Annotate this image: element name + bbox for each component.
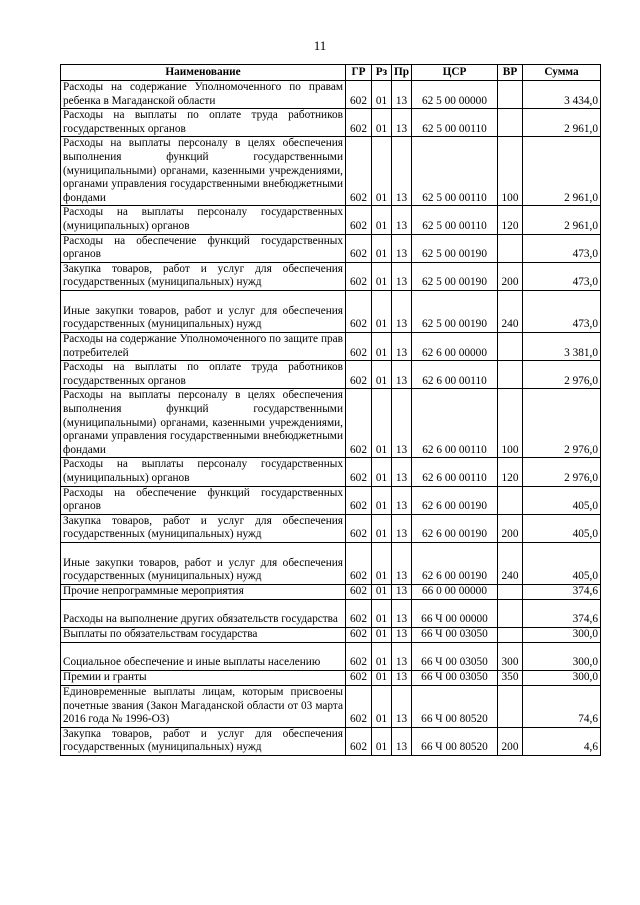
table-row	[61, 332, 601, 360]
header-pr: Пр	[392, 65, 412, 81]
cell-vr: 100	[498, 137, 523, 206]
table-header-row	[61, 65, 601, 81]
cell-rz: 01	[372, 627, 392, 642]
cell-gr: 602	[346, 290, 372, 332]
cell-sum: 2 961,0	[523, 137, 601, 206]
cell-pr: 13	[392, 542, 412, 584]
cell-csr: 66 Ч 00 00000	[412, 599, 498, 627]
cell-csr: 62 6 00 00190	[412, 486, 498, 514]
cell-vr: 100	[498, 389, 523, 458]
cell-pr: 13	[392, 109, 412, 137]
cell-sum: 374,6	[523, 599, 601, 627]
cell-csr: 66 Ч 00 80520	[412, 685, 498, 727]
cell-rz: 01	[372, 542, 392, 584]
table-row	[61, 109, 601, 137]
table-row	[61, 542, 601, 584]
cell-gr: 602	[346, 685, 372, 727]
cell-vr: 240	[498, 290, 523, 332]
budget-table	[60, 64, 601, 756]
cell-sum: 473,0	[523, 234, 601, 262]
cell-rz: 01	[372, 332, 392, 360]
cell-rz: 01	[372, 486, 392, 514]
cell-pr: 13	[392, 262, 412, 290]
cell-pr: 13	[392, 290, 412, 332]
cell-pr: 13	[392, 584, 412, 599]
table-row	[61, 81, 601, 109]
cell-name: Расходы на выплаты персоналу в целях обеспечения выполнения функций государственными (муниципальными) органами, казенными учреждениями, органами управления государственными внебюджетными фондами	[61, 389, 346, 458]
cell-pr: 13	[392, 389, 412, 458]
cell-vr	[498, 361, 523, 389]
cell-name: Расходы на выплаты персоналу государственных (муниципальных) органов	[61, 458, 346, 486]
cell-name: Единовременные выплаты лицам, которым присвоены почетные звания (Закон Магаданской области от 03 марта 2016 года № 1996-ОЗ)	[61, 685, 346, 727]
cell-csr: 62 5 00 00110	[412, 137, 498, 206]
cell-vr	[498, 234, 523, 262]
cell-csr: 62 6 00 00000	[412, 332, 498, 360]
cell-gr: 602	[346, 584, 372, 599]
cell-vr: 200	[498, 262, 523, 290]
cell-name: Прочие непрограммные мероприятия	[61, 584, 346, 599]
cell-vr	[498, 109, 523, 137]
cell-csr: 62 5 00 00190	[412, 262, 498, 290]
cell-sum: 405,0	[523, 542, 601, 584]
cell-vr: 240	[498, 542, 523, 584]
cell-csr: 62 5 00 00190	[412, 234, 498, 262]
cell-pr: 13	[392, 627, 412, 642]
cell-pr: 13	[392, 727, 412, 755]
cell-gr: 602	[346, 206, 372, 234]
cell-sum: 74,6	[523, 685, 601, 727]
cell-vr	[498, 599, 523, 627]
header-sum: Сумма	[523, 65, 601, 81]
cell-rz: 01	[372, 670, 392, 685]
cell-vr	[498, 81, 523, 109]
cell-pr: 13	[392, 486, 412, 514]
cell-vr	[498, 332, 523, 360]
cell-sum: 300,0	[523, 670, 601, 685]
cell-rz: 01	[372, 262, 392, 290]
cell-rz: 01	[372, 458, 392, 486]
cell-csr: 62 5 00 00190	[412, 290, 498, 332]
cell-gr: 602	[346, 81, 372, 109]
cell-gr: 602	[346, 458, 372, 486]
cell-rz: 01	[372, 599, 392, 627]
cell-sum: 374,6	[523, 584, 601, 599]
cell-pr: 13	[392, 685, 412, 727]
cell-csr: 62 6 00 00110	[412, 458, 498, 486]
cell-rz: 01	[372, 290, 392, 332]
cell-sum: 3 381,0	[523, 332, 601, 360]
cell-rz: 01	[372, 109, 392, 137]
cell-name: Закупка товаров, работ и услуг для обеспечения государственных (муниципальных) нужд	[61, 262, 346, 290]
cell-name: Закупка товаров, работ и услуг для обеспечения государственных (муниципальных) нужд	[61, 727, 346, 755]
cell-rz: 01	[372, 361, 392, 389]
cell-csr: 66 Ч 00 03050	[412, 627, 498, 642]
cell-csr: 62 5 00 00000	[412, 81, 498, 109]
cell-name: Премии и гранты	[61, 670, 346, 685]
cell-name: Расходы на выплаты персоналу в целях обеспечения выполнения функций государственными (муниципальными) органами, казенными учреждениями, органами управления государственными внебюджетными фондами	[61, 137, 346, 206]
table-row	[61, 627, 601, 642]
page-number: 11	[313, 38, 327, 53]
cell-csr: 62 6 00 00190	[412, 514, 498, 542]
cell-csr: 66 Ч 00 80520	[412, 727, 498, 755]
table-row	[61, 137, 601, 206]
cell-sum: 2 961,0	[523, 206, 601, 234]
cell-gr: 602	[346, 361, 372, 389]
cell-rz: 01	[372, 81, 392, 109]
cell-sum: 473,0	[523, 290, 601, 332]
cell-gr: 602	[346, 670, 372, 685]
table-row	[61, 458, 601, 486]
cell-gr: 602	[346, 234, 372, 262]
cell-name: Расходы на обеспечение функций государственных органов	[61, 486, 346, 514]
cell-pr: 13	[392, 514, 412, 542]
cell-rz: 01	[372, 642, 392, 670]
cell-sum: 2 976,0	[523, 389, 601, 458]
cell-csr: 66 Ч 00 03050	[412, 642, 498, 670]
cell-name: Расходы на выплаты по оплате труда работников государственных органов	[61, 109, 346, 137]
cell-vr: 120	[498, 206, 523, 234]
cell-sum: 405,0	[523, 486, 601, 514]
cell-pr: 13	[392, 599, 412, 627]
cell-name: Социальное обеспечение и иные выплаты населению	[61, 642, 346, 670]
table-row	[61, 361, 601, 389]
table-row	[61, 584, 601, 599]
cell-rz: 01	[372, 514, 392, 542]
cell-csr: 66 Ч 00 03050	[412, 670, 498, 685]
cell-gr: 602	[346, 332, 372, 360]
cell-rz: 01	[372, 685, 392, 727]
cell-sum: 300,0	[523, 627, 601, 642]
cell-pr: 13	[392, 642, 412, 670]
cell-gr: 602	[346, 137, 372, 206]
cell-vr	[498, 584, 523, 599]
cell-pr: 13	[392, 361, 412, 389]
cell-sum: 405,0	[523, 514, 601, 542]
cell-sum: 2 976,0	[523, 458, 601, 486]
table-row	[61, 234, 601, 262]
table-row	[61, 206, 601, 234]
cell-gr: 602	[346, 109, 372, 137]
cell-rz: 01	[372, 584, 392, 599]
header-gr: ГР	[346, 65, 372, 81]
cell-gr: 602	[346, 727, 372, 755]
table-row	[61, 685, 601, 727]
table-row	[61, 670, 601, 685]
cell-sum: 2 976,0	[523, 361, 601, 389]
cell-name: Иные закупки товаров, работ и услуг для обеспечения государственных (муниципальных) нужд	[61, 290, 346, 332]
table-row	[61, 486, 601, 514]
cell-csr: 62 6 00 00190	[412, 542, 498, 584]
cell-name: Выплаты по обязательствам государства	[61, 627, 346, 642]
cell-name: Расходы на выплаты по оплате труда работников государственных органов	[61, 361, 346, 389]
cell-rz: 01	[372, 727, 392, 755]
cell-name: Расходы на содержание Уполномоченного по защите прав потребителей	[61, 332, 346, 360]
cell-rz: 01	[372, 137, 392, 206]
cell-vr	[498, 627, 523, 642]
cell-pr: 13	[392, 458, 412, 486]
cell-pr: 13	[392, 234, 412, 262]
cell-csr: 62 6 00 00110	[412, 361, 498, 389]
cell-vr: 350	[498, 670, 523, 685]
cell-sum: 4,6	[523, 727, 601, 755]
cell-name: Расходы на выплаты персоналу государственных (муниципальных) органов	[61, 206, 346, 234]
cell-rz: 01	[372, 234, 392, 262]
cell-gr: 602	[346, 627, 372, 642]
table-row	[61, 290, 601, 332]
cell-name: Расходы на выполнение других обязательств государства	[61, 599, 346, 627]
cell-vr: 120	[498, 458, 523, 486]
header-rz: Рз	[372, 65, 392, 81]
cell-pr: 13	[392, 137, 412, 206]
cell-vr	[498, 685, 523, 727]
cell-gr: 602	[346, 514, 372, 542]
cell-name: Расходы на содержание Уполномоченного по правам ребенка в Магаданской области	[61, 81, 346, 109]
table-row	[61, 599, 601, 627]
cell-name: Иные закупки товаров, работ и услуг для обеспечения государственных (муниципальных) нужд	[61, 542, 346, 584]
cell-csr: 62 5 00 00110	[412, 206, 498, 234]
cell-sum: 473,0	[523, 262, 601, 290]
cell-sum: 2 961,0	[523, 109, 601, 137]
cell-csr: 66 0 00 00000	[412, 584, 498, 599]
cell-csr: 62 5 00 00110	[412, 109, 498, 137]
header-name: Наименование	[61, 65, 346, 81]
cell-sum: 3 434,0	[523, 81, 601, 109]
cell-vr: 300	[498, 642, 523, 670]
cell-rz: 01	[372, 389, 392, 458]
cell-gr: 602	[346, 599, 372, 627]
cell-name: Закупка товаров, работ и услуг для обеспечения государственных (муниципальных) нужд	[61, 514, 346, 542]
table-row	[61, 642, 601, 670]
table-row	[61, 262, 601, 290]
table-row	[61, 514, 601, 542]
cell-vr: 200	[498, 727, 523, 755]
cell-gr: 602	[346, 262, 372, 290]
table-row	[61, 727, 601, 755]
cell-pr: 13	[392, 332, 412, 360]
table-row	[61, 389, 601, 458]
cell-pr: 13	[392, 81, 412, 109]
cell-vr	[498, 486, 523, 514]
cell-gr: 602	[346, 542, 372, 584]
cell-pr: 13	[392, 670, 412, 685]
cell-csr: 62 6 00 00110	[412, 389, 498, 458]
cell-vr: 200	[498, 514, 523, 542]
cell-pr: 13	[392, 206, 412, 234]
cell-rz: 01	[372, 206, 392, 234]
cell-sum: 300,0	[523, 642, 601, 670]
header-csr: ЦСР	[412, 65, 498, 81]
cell-name: Расходы на обеспечение функций государственных органов	[61, 234, 346, 262]
cell-gr: 602	[346, 486, 372, 514]
cell-gr: 602	[346, 389, 372, 458]
header-vr: ВР	[498, 65, 523, 81]
cell-gr: 602	[346, 642, 372, 670]
